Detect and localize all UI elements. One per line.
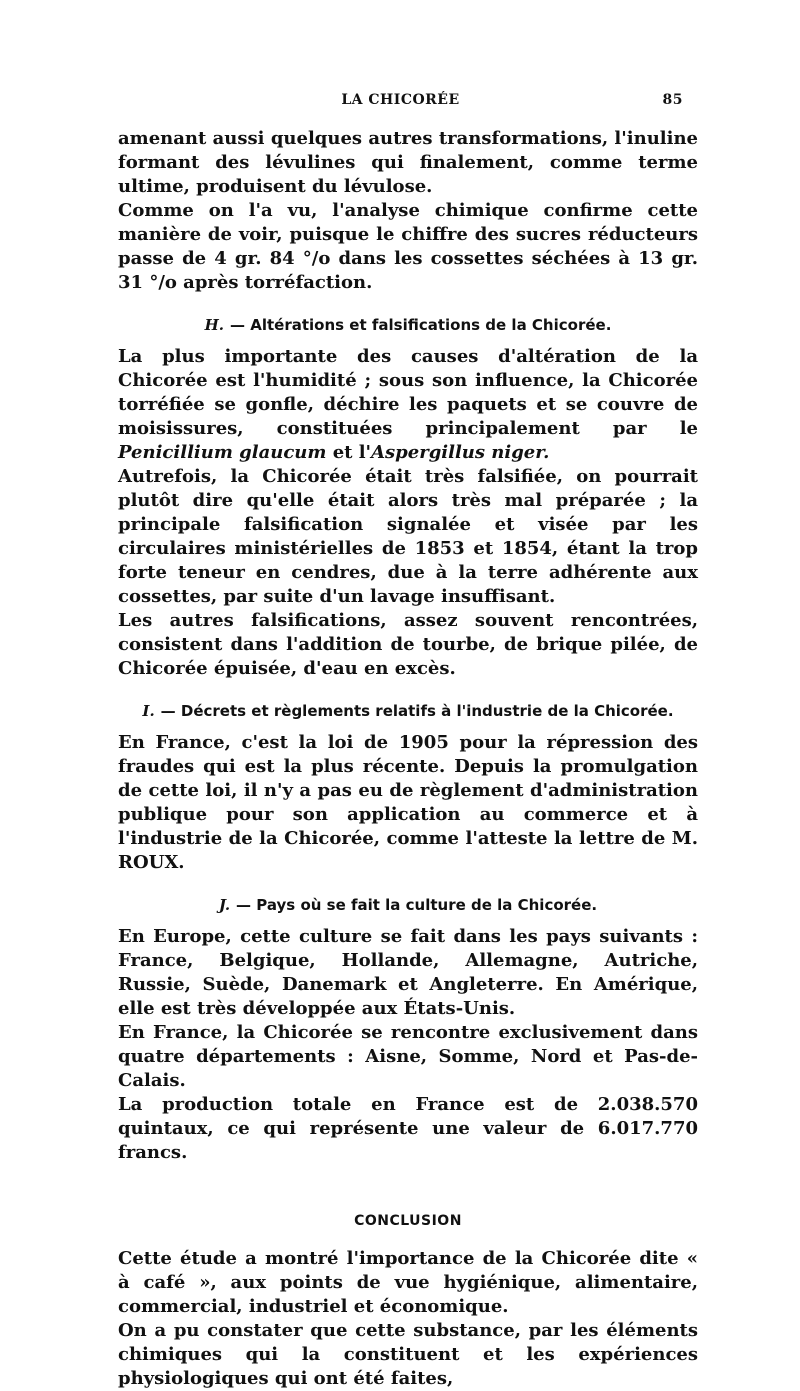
paragraph-conclusion-2: On a pu constater que cette substance, par les éléments chimiques qui la constituent et les expériences physiologiques qui ont été faites,	[118, 1320, 698, 1389]
section-h-letter: H.	[204, 316, 225, 334]
section-j-title: — Pays où se fait la culture de la Chicorée.	[236, 896, 598, 914]
paragraph-other-falsifications: Les autres falsifications, assez souvent rencontrées, consistent dans l'addition de tourbe, de brique pilée, de Chicorée épuisée, d'eau en excès.	[118, 610, 698, 679]
running-title: LA CHICORÉE	[341, 92, 460, 108]
section-i-letter: I.	[142, 702, 155, 720]
page-body	[118, 127, 698, 1391]
section-h-title: — Altérations et falsifications de la Chicorée.	[230, 316, 612, 334]
section-i-title: — Décrets et règlements relatifs à l'industrie de la Chicorée.	[160, 702, 674, 720]
section-j-letter: J.	[218, 896, 231, 914]
paragraph-conclusion-1: Cette étude a montré l'importance de la Chicorée dite « à café », aux points de vue hygiénique, alimentaire, commercial, industriel et économique.	[118, 1248, 698, 1317]
section-j-heading	[118, 895, 698, 915]
paragraph-law-1905: En France, c'est la loi de 1905 pour la répression des fraudes qui est la plus récente. Depuis la promulgation de cette loi, il n'y a pas eu de règlement d'administration publique pour son application au commerce et à l'industrie de la Chicorée, comme l'atteste la lettre de M. ROUX.	[118, 732, 698, 873]
paragraph-humidity	[118, 345, 698, 465]
paragraph-analysis: Comme on l'a vu, l'analyse chimique confirme cette manière de voir, puisque le chiffre des sucres réducteurs passe de 4 gr. 84 °/o dans les cossettes séchées à 13 gr. 31 °/o après torréfaction.	[118, 200, 698, 293]
conjunction-text: et l'	[332, 442, 372, 463]
paragraph-production: La production totale en France est de 2.038.570 quintaux, ce qui représente une valeur de 6.017.770 francs.	[118, 1094, 698, 1163]
species-aspergillus: Aspergillus niger.	[371, 442, 550, 463]
page-number: 85	[662, 92, 683, 108]
section-i-heading	[118, 701, 698, 721]
paragraph-countries: En Europe, cette culture se fait dans les pays suivants : France, Belgique, Hollande, Allemagne, Autriche, Russie, Suède, Danemark et Angleterre. En Amérique, elle est très développée aux États-Unis.	[118, 926, 698, 1019]
paragraph-humidity-text: La plus importante des causes d'altération de la Chicorée est l'humidité ; sous son influence, la Chicorée torréfiée se gonfle, déchire les paquets et se couvre de moisissures, constituées principalement par le	[118, 346, 698, 439]
paragraph-falsification-history: Autrefois, la Chicorée était très falsifiée, on pourrait plutôt dire qu'elle était alors très mal préparée ; la principale falsification signalée et visée par les circulaires ministérielles de 1853 et 1854, étant la trop forte teneur en cendres, due à la terre adhérente aux cossettes, par suite d'un lavage insuffisant.	[118, 466, 698, 607]
species-penicillium: Penicillium glaucum	[118, 442, 327, 463]
conclusion-heading: CONCLUSION	[354, 1213, 462, 1229]
section-h-heading	[118, 315, 698, 335]
paragraph-continued: amenant aussi quelques autres transformations, l'inuline formant des lévulines qui finalement, comme terme ultime, produisent du lévulose.	[118, 128, 698, 197]
running-head	[118, 92, 683, 118]
paragraph-departments: En France, la Chicorée se rencontre exclusivement dans quatre départements : Aisne, Somme, Nord et Pas-de-Calais.	[118, 1022, 698, 1091]
